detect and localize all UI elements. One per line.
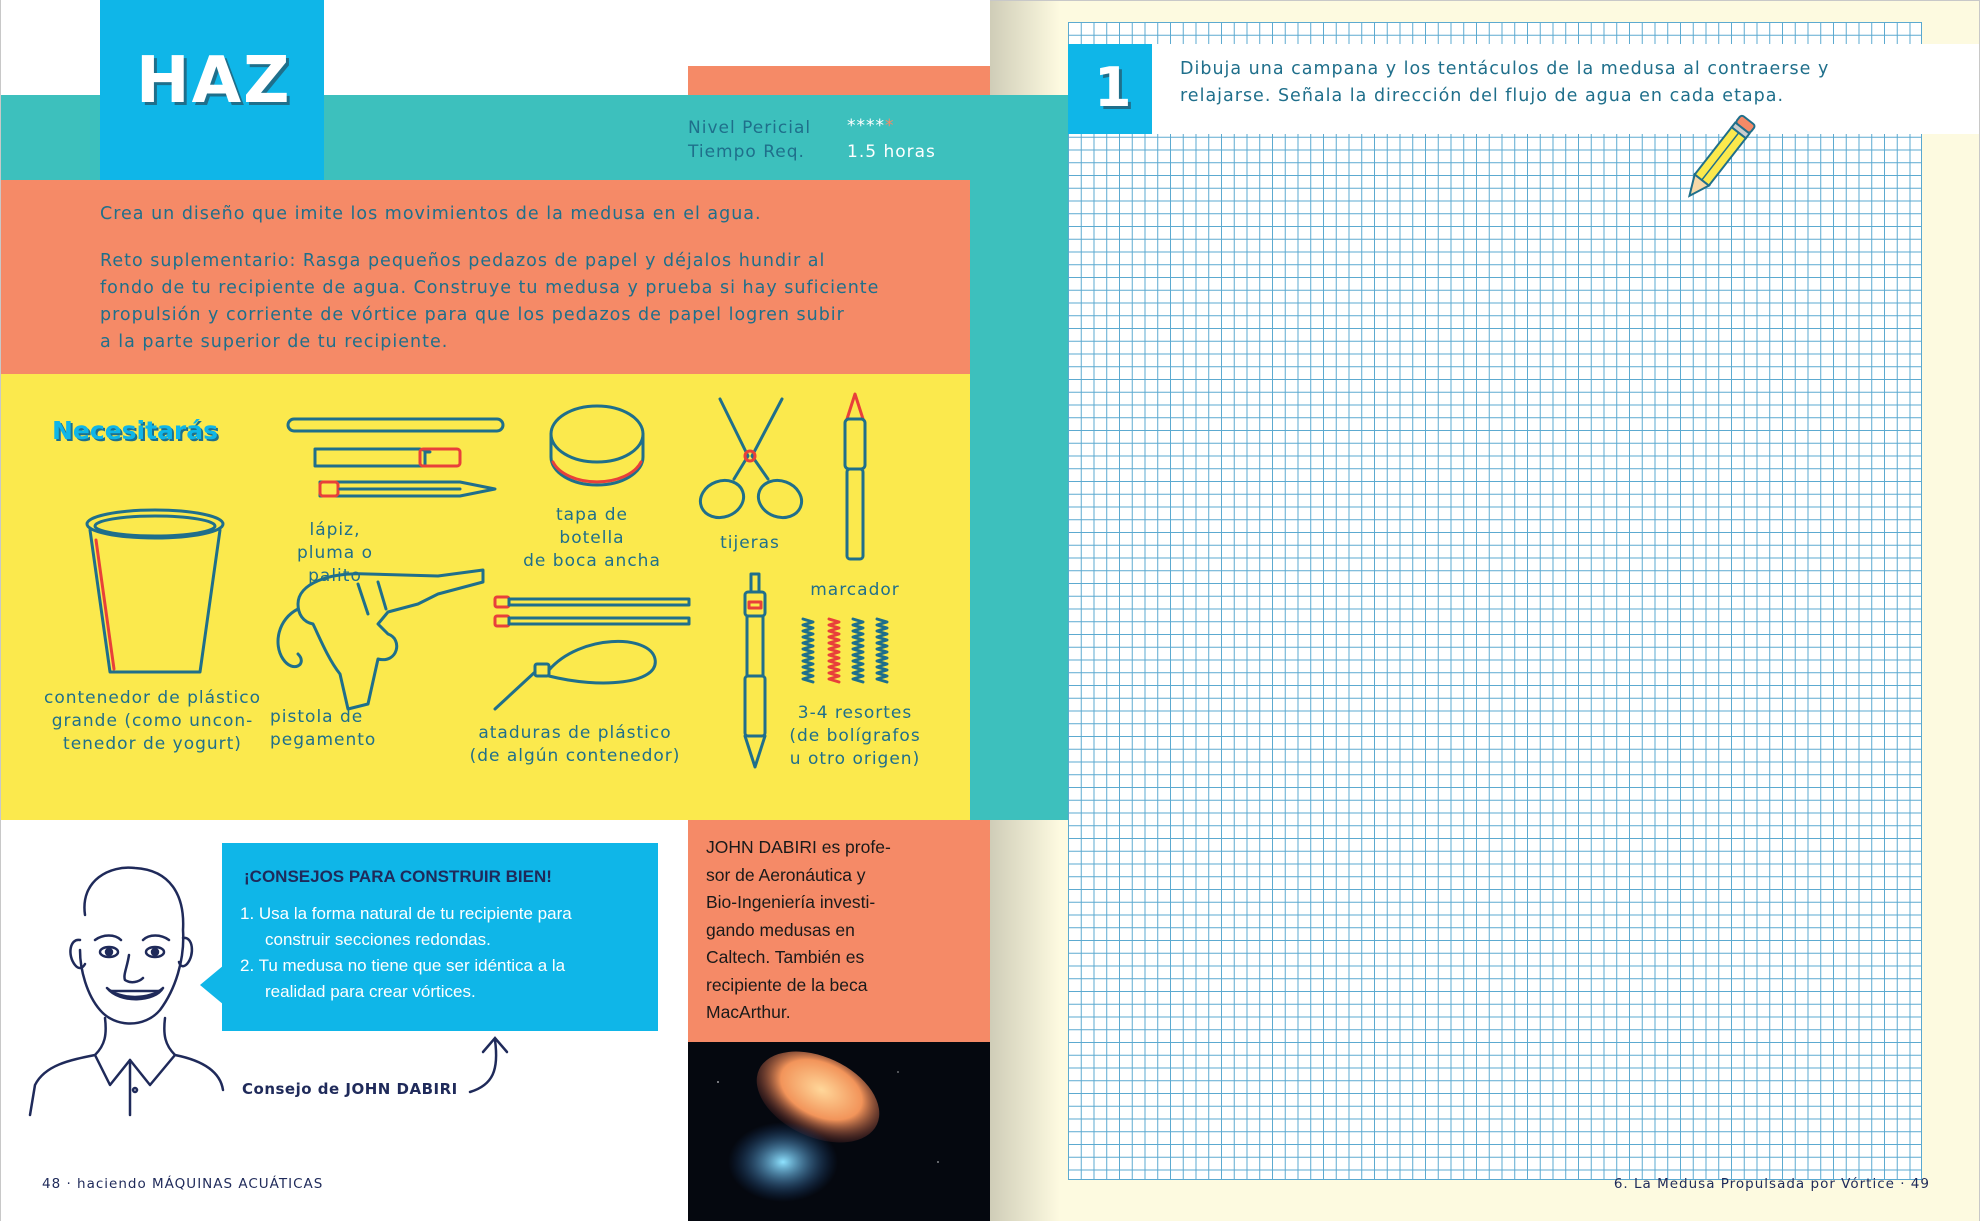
bio-line-1: JOHN DABIRI es profe- [706, 837, 891, 857]
zip-ties-icon [490, 594, 695, 714]
right-teal-band [990, 95, 1068, 820]
time-value: 1.5 horas [847, 142, 936, 162]
materials-item-label: tijeras [720, 533, 780, 553]
scissors-icon [690, 394, 810, 529]
springs-label-2: (de bolígrafos [789, 726, 921, 746]
tips-bubble [222, 843, 658, 1031]
tips-list [240, 901, 572, 1005]
tip-2-line-2: realidad para crear vórtices. [265, 982, 476, 1001]
materials-item-label [780, 702, 930, 771]
materials-title: Necesitarás [52, 416, 219, 445]
haz-title-block [100, 0, 324, 182]
bio-line-3: Bio-Ingeniería investi- [706, 892, 876, 912]
zip-ties-label-1: ataduras de plástico [478, 723, 672, 743]
john-dabiri-portrait [25, 860, 225, 1120]
challenge-text [100, 248, 879, 356]
springs-label-3: u otro origen) [789, 749, 921, 769]
materials-item-label [40, 687, 265, 756]
glue-gun-icon [268, 564, 488, 714]
bio-line-6: recipiente de la beca [706, 974, 868, 995]
bottle-cap-label-1: tapa de botella [556, 505, 628, 548]
intro-text: Crea un diseño que imite los movimientos de la medusa en el agua. [100, 204, 762, 224]
springs-icon [795, 614, 895, 689]
container-label-2: grande (como uncon- [51, 711, 254, 731]
zip-ties-label-2: (de algún contenedor) [469, 746, 681, 766]
left-footer: 48 · haciendo MÁQUINAS ACUÁTICAS [42, 1176, 324, 1192]
bio-line-7: MacArthur. [706, 1002, 791, 1022]
curved-arrow-icon [455, 1030, 535, 1100]
step-number-box [1068, 44, 1152, 134]
challenge-line-2: fondo de tu recipiente de agua. Construye tu medusa y prueba si hay suficiente [100, 278, 880, 298]
materials-item-label [465, 722, 685, 768]
jellyfish-image [688, 1042, 990, 1221]
bio-line-4: gando medusas en [706, 919, 855, 940]
glue-gun-label-1: pistola de [270, 707, 364, 727]
header-salmon-tab [688, 66, 990, 95]
gutter-teal-band [970, 95, 990, 820]
tip-1-line-2: construir secciones redondas. [265, 930, 491, 949]
plastic-container-icon [80, 504, 230, 679]
tips-credit: Consejo de JOHN DABIRI [242, 1080, 458, 1098]
retractable-pen-icon [735, 572, 775, 772]
right-page [990, 0, 1980, 1221]
tip-2-line-1: 2. Tu medusa no tiene que ser idéntica a la [240, 956, 566, 975]
bio-section [688, 820, 990, 1042]
materials-item-label: marcador [810, 580, 900, 600]
bottle-cap-label-2: de boca ancha [523, 551, 661, 571]
container-label-1: contenedor de plástico [43, 688, 262, 708]
pencil-icon [1682, 108, 1757, 208]
time-label: Tiempo Req. [688, 142, 805, 162]
tip-1-line-1: 1. Usa la forma natural de tu recipiente para [240, 904, 572, 923]
level-stars: **** [847, 116, 885, 136]
tips-bubble-pointer [200, 965, 224, 1005]
page-border-left [0, 0, 1, 1221]
materials-item-label [522, 504, 662, 573]
materials-item-label [270, 706, 390, 752]
intro-section [0, 180, 990, 374]
bio-line-5: Caltech. También es [706, 947, 865, 967]
jellyfish-photo [688, 1042, 990, 1221]
tips-title: ¡CONSEJOS PARA CONSTRUIR BIEN! [244, 867, 552, 886]
challenge-line-3: propulsión y corriente de vórtice para que los pedazos de papel logren subir [100, 305, 845, 325]
level-label: Nivel Pericial [688, 118, 812, 138]
container-label-3: tenedor de yogurt) [63, 734, 242, 754]
instruction-line-2: relajarse. Señala la dirección del flujo de agua en cada etapa. [1180, 86, 1785, 106]
materials-item-label: lápiz, pluma o palito [296, 520, 374, 586]
bio-line-2: sor de Aeronáutica y [706, 864, 866, 885]
springs-label-1: 3-4 resortes [797, 703, 913, 723]
materials-section [0, 374, 990, 820]
bio-text [706, 834, 891, 1027]
right-footer: 6. La Medusa Propulsada por Vórtice · 49 [1613, 1176, 1930, 1192]
step-number: 1 [1094, 56, 1132, 119]
marker-icon [835, 389, 875, 564]
page-title: HAZ [136, 44, 292, 118]
level-star-extra: * [885, 116, 895, 136]
glue-gun-label-2: pegamento [270, 730, 377, 750]
page-border-top [990, 0, 1980, 1]
instruction-line-1: Dibuja una campana y los tentáculos de la medusa al contraerse y [1180, 59, 1830, 79]
bottle-cap-icon [545, 402, 650, 497]
challenge-line-4: a la parte superior de tu recipiente. [100, 332, 449, 352]
pencil-pen-stick-icon [280, 414, 510, 504]
instruction-text [1180, 56, 1829, 110]
graph-paper [1068, 22, 1922, 1180]
challenge-line-1: Reto suplementario: Rasga pequeños pedazos de papel y déjalos hundir al [100, 251, 826, 271]
level-value [847, 116, 895, 136]
